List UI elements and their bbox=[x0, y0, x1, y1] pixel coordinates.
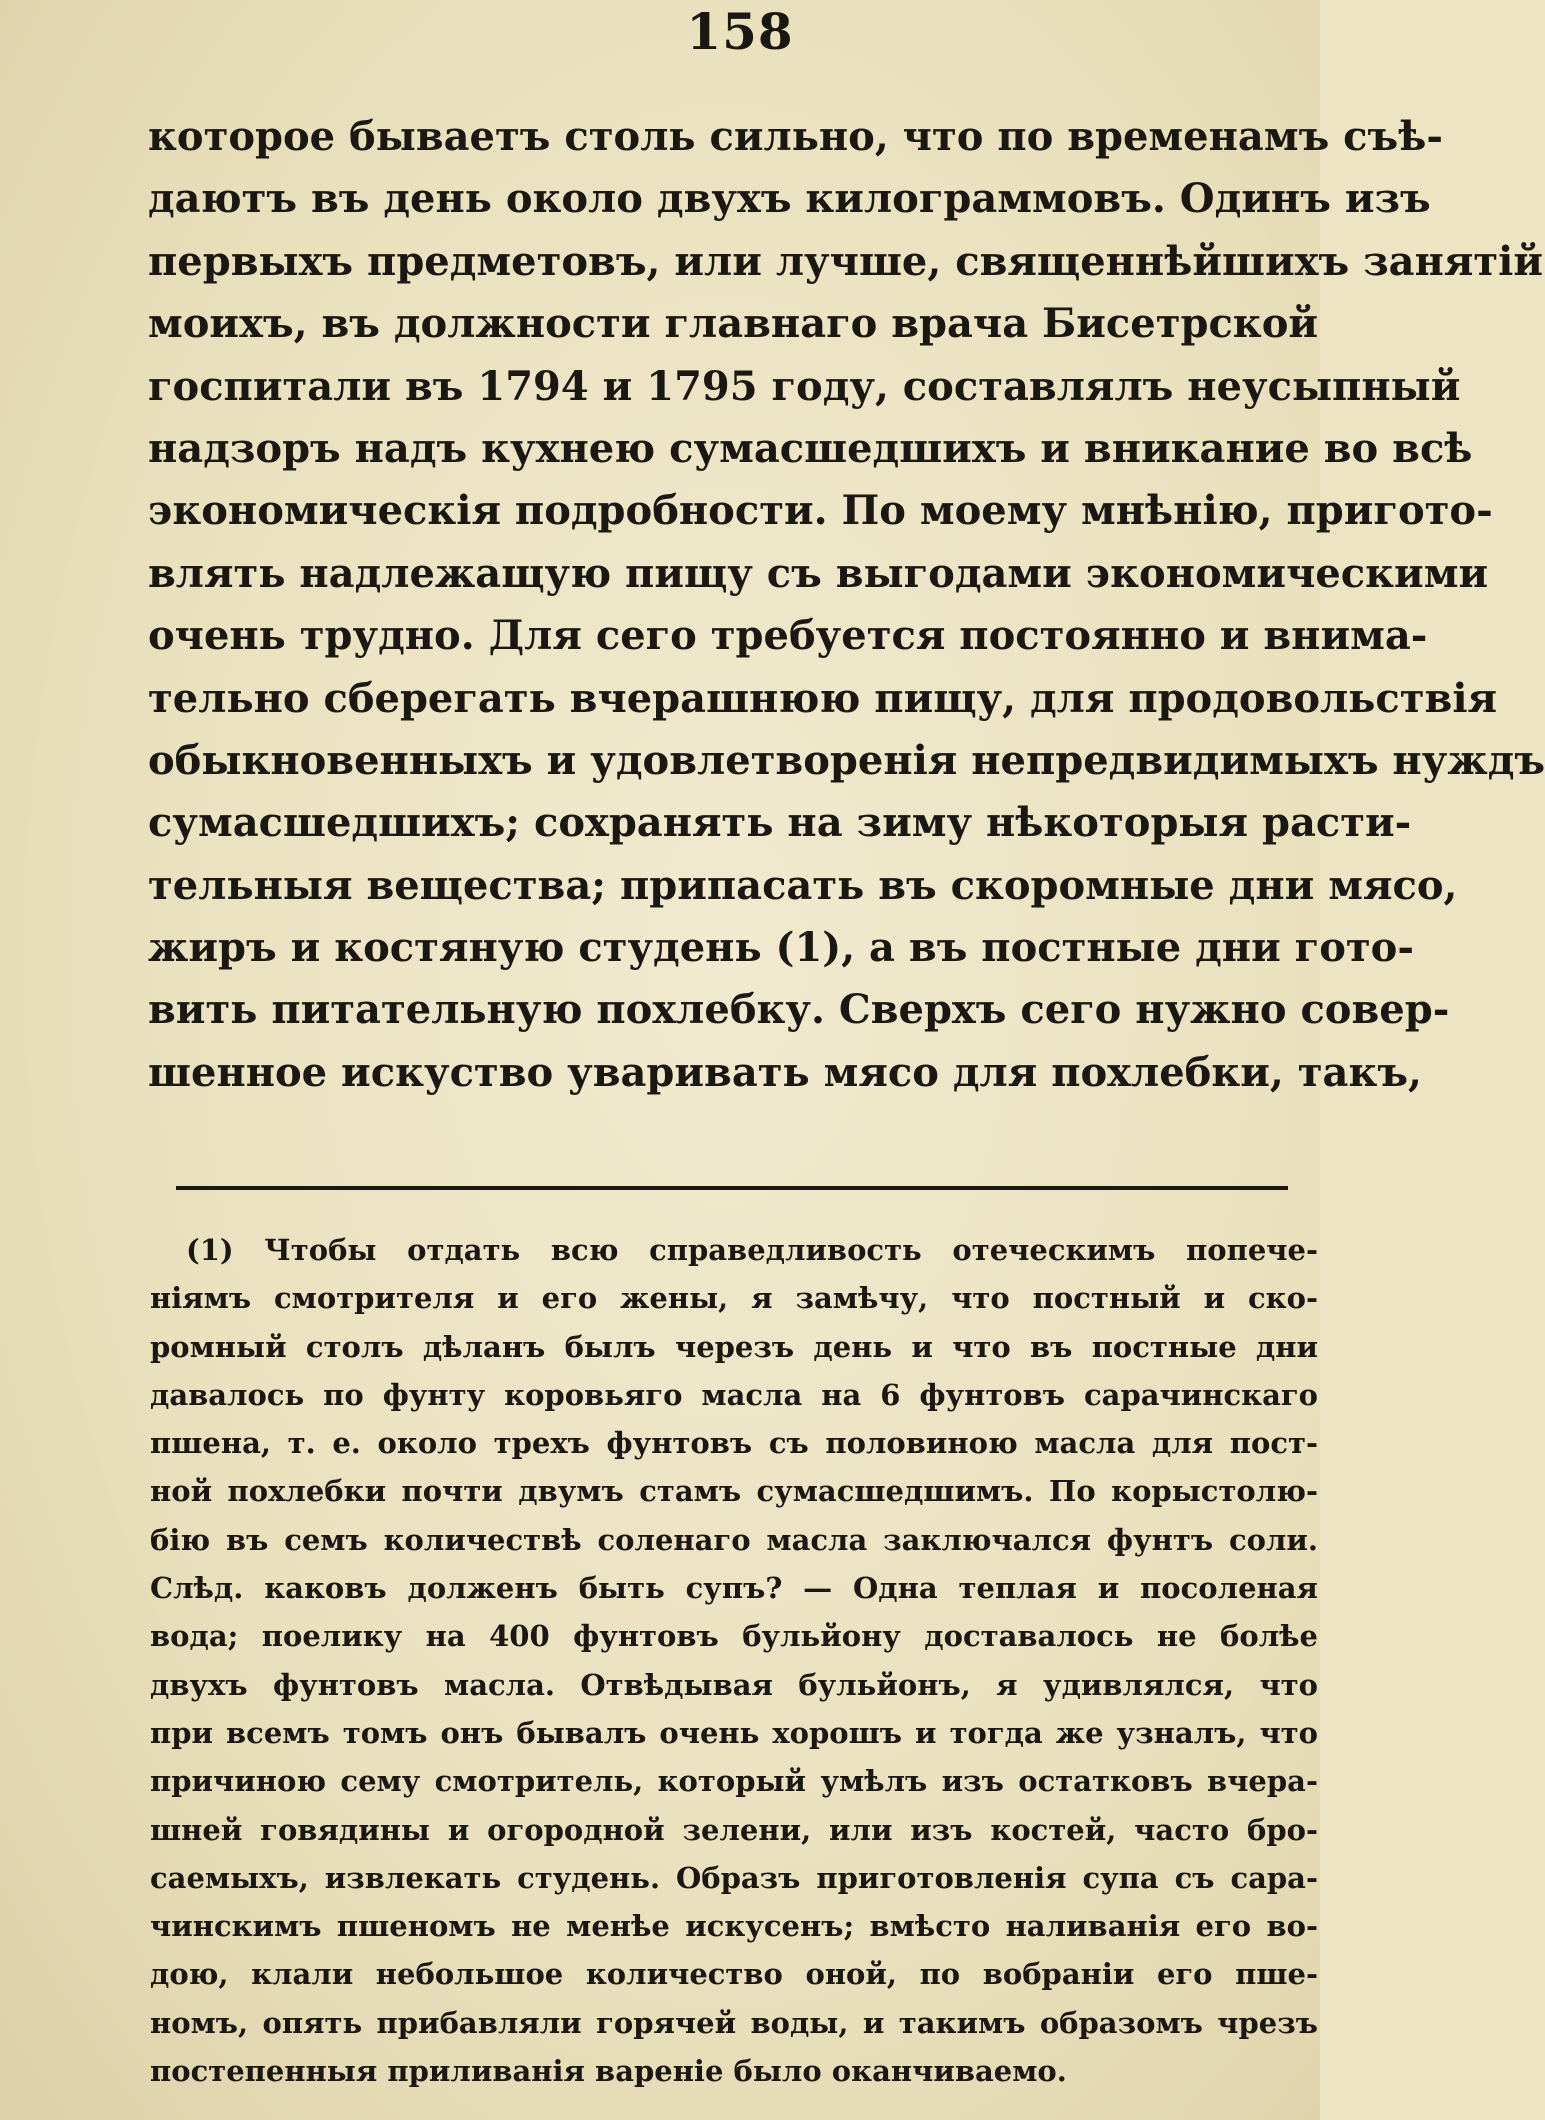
footnote-line: вода; поелику на 400 фунтовъ бульйону доставалось не болѣе bbox=[150, 1619, 1318, 1654]
main-text-line: моихъ, въ должности главнаго врача Бисетрской bbox=[148, 300, 1319, 348]
footnote-line: ромный столъ дѣланъ былъ черезъ день и что въ постные дни bbox=[150, 1329, 1318, 1364]
footnote-line: пшена, т. е. около трехъ фунтовъ съ половиною масла для пост- bbox=[150, 1426, 1318, 1461]
footnote-divider bbox=[176, 1186, 1288, 1190]
footnote-line: саемыхъ, извлекать студень. Образъ приготовленія супа съ сара- bbox=[150, 1860, 1318, 1895]
main-text-line: тельно сберегать вчерашнюю пищу, для продовольствія bbox=[148, 674, 1498, 722]
main-text-line: тельныя вещества; припасать въ скоромные дни мясо, bbox=[148, 861, 1458, 909]
footnote-line: бію въ семъ количествѣ соленаго масла заключался фунтъ соли. bbox=[150, 1522, 1318, 1557]
main-text-line: экономическія подробности. По моему мнѣнію, пригото- bbox=[148, 487, 1493, 535]
footnote-line: давалось по фунту коровьяго масла на 6 фунтовъ сарачинскаго bbox=[150, 1377, 1318, 1412]
footnote-line: чинскимъ пшеномъ не менѣе искусенъ; вмѣсто наливанія его во- bbox=[150, 1909, 1318, 1944]
main-text-line: которое бываетъ столь сильно, что по временамъ съѣ- bbox=[148, 113, 1443, 160]
footnote-line: дою, клали небольшое количество оной, по вобраніи его пше- bbox=[150, 1957, 1318, 1992]
page-number: 158 bbox=[686, 2, 794, 61]
footnote-line: Слѣд. каковъ долженъ быть супъ? — Одна теплая и посоленая bbox=[150, 1571, 1318, 1606]
footnote-line: номъ, опять прибавляли горячей воды, и такимъ образомъ чрезъ bbox=[150, 2005, 1318, 2040]
main-text-line: вить питательную похлебку. Сверхъ сего нужно совер- bbox=[148, 986, 1450, 1034]
main-text-line: надзоръ надъ кухнею сумасшедшихъ и вникание во всѣ bbox=[148, 424, 1473, 472]
footnote-line: ной похлебки почти двумъ стамъ сумасшедшимъ. По корыстолю- bbox=[150, 1474, 1318, 1509]
footnote-line: ніямъ смотрителя и его жены, я замѣчу, что постный и ско- bbox=[150, 1281, 1318, 1316]
main-text-line: шенное искуство уваривать мясо для похлебки, такъ, bbox=[148, 1048, 1422, 1096]
main-text-line: первыхъ предметовъ, или лучше, священнѣйшихъ занятій bbox=[148, 237, 1544, 285]
main-text-line: госпитали въ 1794 и 1795 году, составлялъ неусыпный bbox=[148, 362, 1461, 410]
main-text-line: жиръ и костяную студень (1), а въ постные дни гото- bbox=[148, 924, 1414, 972]
footnote-line: постепенныя приливанія вареніе было оканчиваемо. bbox=[150, 2054, 1067, 2089]
main-text-line: сумасшедшихъ; сохранять на зиму нѣкоторыя расти- bbox=[148, 799, 1412, 847]
footnote-line: шней говядины и огородной зелени, или изъ костей, часто бро- bbox=[150, 1812, 1318, 1847]
main-text-line: влять надлежащую пищу съ выгодами экономическими bbox=[148, 549, 1489, 597]
footnote-line: причиною сему смотритель, который умѣлъ изъ остатковъ вчера- bbox=[150, 1764, 1318, 1799]
footnote-line: двухъ фунтовъ масла. Отвѣдывая бульйонъ, я удивлялся, что bbox=[150, 1667, 1318, 1702]
footnote-line: при всемъ томъ онъ бывалъ очень хорошъ и тогда же узналъ, что bbox=[150, 1715, 1318, 1750]
footnote-line: (1) Чтобы отдать всю справедливость отеческимъ попече- bbox=[186, 1233, 1318, 1267]
main-text-line: обыкновенныхъ и удовлетворенія непредвидимыхъ нуждъ bbox=[148, 736, 1545, 784]
main-text-line: даютъ въ день около двухъ килограммовъ. Одинъ изъ bbox=[148, 175, 1431, 223]
footnote bbox=[150, 1226, 1318, 2095]
main-text-line: очень трудно. Для сего требуется постоянно и внима- bbox=[148, 612, 1428, 660]
main-text bbox=[148, 106, 1545, 1104]
